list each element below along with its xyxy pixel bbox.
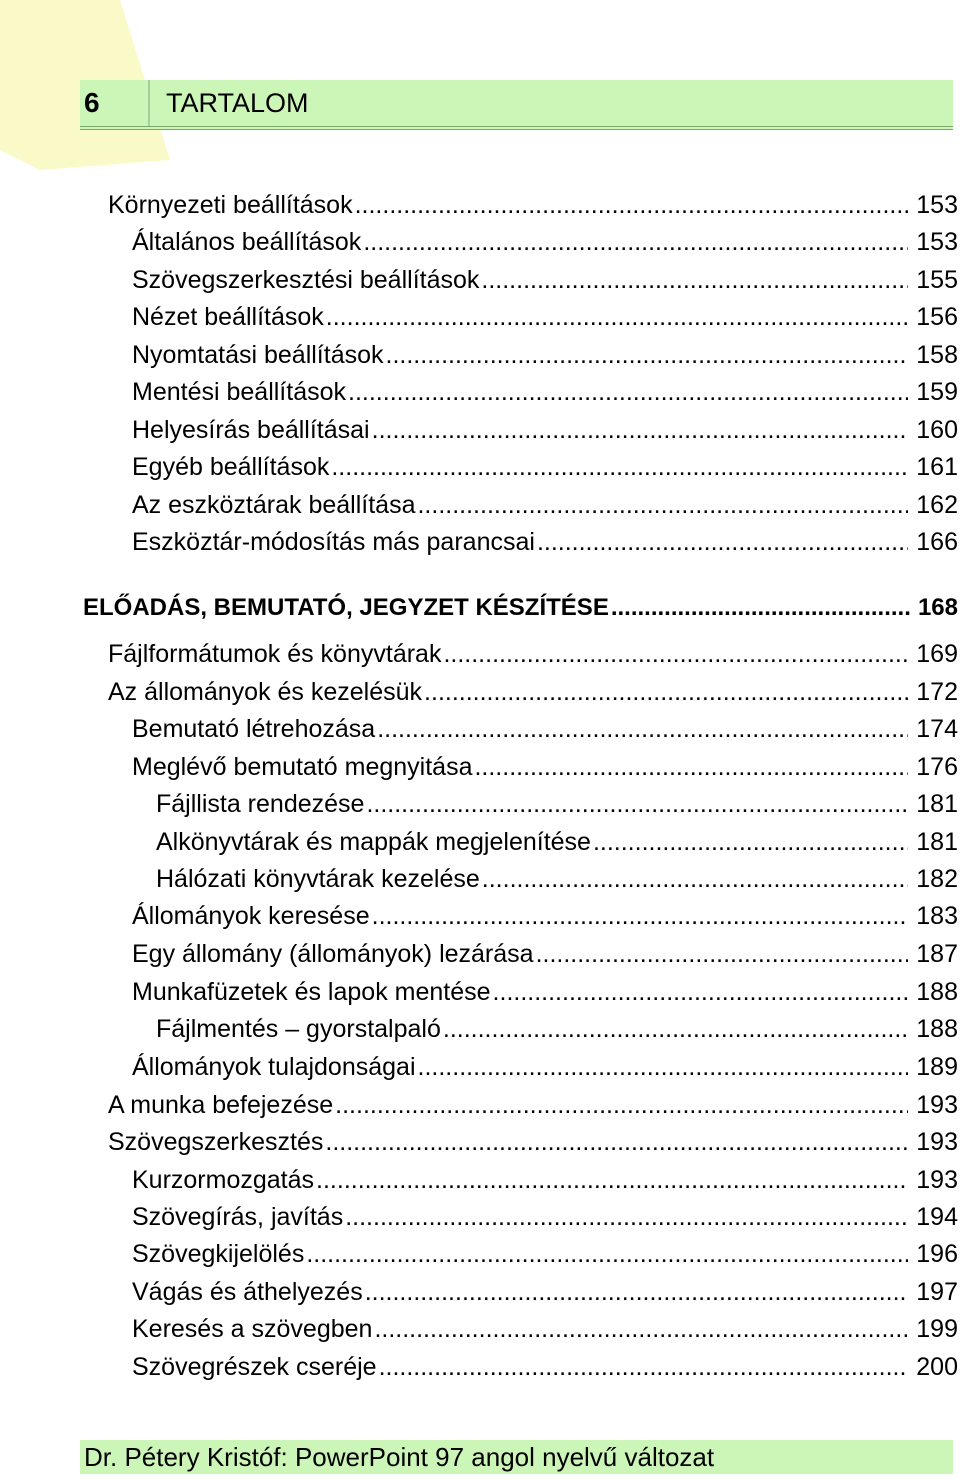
toc-entry[interactable] — [132, 302, 960, 332]
toc-entry-page: 162 — [916, 491, 958, 519]
toc-dot-leader — [481, 265, 908, 295]
toc-entry-page: 199 — [916, 1315, 958, 1343]
toc-entry[interactable] — [108, 677, 960, 707]
toc-entry-label: Hálózati könyvtárak kezelése — [156, 865, 480, 893]
toc-entry-label: A munka befejezése — [108, 1091, 334, 1119]
toc-entry-label: Vágás és áthelyezés — [132, 1278, 363, 1306]
toc-entry-label: Szövegírás, javítás — [132, 1203, 344, 1231]
page-footer — [80, 1440, 953, 1474]
toc-entry-page: 153 — [916, 228, 958, 256]
toc-entry[interactable] — [132, 452, 960, 482]
toc-entry[interactable] — [108, 1127, 960, 1157]
toc-dot-leader — [418, 1052, 909, 1082]
toc-entry[interactable] — [132, 490, 960, 520]
toc-entry[interactable] — [132, 1052, 960, 1082]
toc-entry-label: Eszköztár-módosítás más parancsai — [132, 528, 535, 556]
toc-entry-label: Meglévő bemutató megnyitása — [132, 753, 473, 781]
toc-entry[interactable] — [132, 1165, 960, 1195]
footer-text: Dr. Pétery Kristóf: PowerPoint 97 angol nyelvű változat — [84, 1441, 715, 1472]
toc-entry-page: 188 — [916, 978, 958, 1006]
toc-entry-label: Az eszköztárak beállítása — [132, 491, 416, 519]
page-number: 6 — [80, 80, 150, 126]
toc-entry-page: 158 — [916, 341, 958, 369]
toc-dot-leader — [365, 1277, 909, 1307]
toc-entry-label: ELŐADÁS, BEMUTATÓ, JEGYZET KÉSZÍTÉSE — [83, 594, 609, 621]
toc-entry-label: Helyesírás beállításai — [132, 416, 370, 444]
toc-entry-label: Szövegszerkesztési beállítások — [132, 266, 480, 294]
toc-entry-page: 181 — [916, 790, 958, 818]
toc-entry[interactable] — [132, 1314, 960, 1344]
toc-entry[interactable] — [132, 1352, 960, 1382]
toc-entry[interactable] — [132, 1277, 960, 1307]
toc-entry-label: Alkönyvtárak és mappák megjelenítése — [156, 828, 591, 856]
toc-dot-leader — [374, 1314, 908, 1344]
toc-entry-label: Fájlformátumok és könyvtárak — [108, 640, 442, 668]
toc-entry[interactable] — [132, 340, 960, 370]
toc-entry-page: 193 — [916, 1166, 958, 1194]
toc-dot-leader — [316, 1165, 908, 1195]
toc-dot-leader — [345, 1202, 908, 1232]
toc-entry-page: 161 — [916, 453, 958, 481]
toc-entry-page: 168 — [917, 594, 958, 621]
toc-entry-label: Szövegkijelölés — [132, 1240, 305, 1268]
toc-entry-page: 160 — [916, 416, 958, 444]
toc-dot-leader — [417, 490, 908, 520]
toc-dot-leader — [443, 1014, 908, 1044]
toc-entry-label: Környezeti beállítások — [108, 191, 353, 219]
toc-dot-leader — [593, 827, 908, 857]
toc-dot-leader — [536, 939, 909, 969]
toc-entry-page: 155 — [916, 266, 958, 294]
toc-entry[interactable] — [132, 939, 960, 969]
toc-chapter-heading[interactable] — [83, 593, 960, 623]
toc-entry[interactable] — [132, 1202, 960, 1232]
toc-entry-label: Szövegszerkesztés — [108, 1128, 324, 1156]
toc-entry-label: Általános beállítások — [132, 228, 362, 256]
toc-entry-label: Állományok keresése — [132, 902, 370, 930]
toc-entry[interactable] — [132, 752, 960, 782]
toc-dot-leader — [537, 527, 908, 557]
toc-entry-label: Nyomtatási beállítások — [132, 341, 384, 369]
toc-entry-page: 153 — [916, 191, 958, 219]
toc-entry[interactable] — [132, 1239, 960, 1269]
toc-entry-label: Egy állomány (állományok) lezárása — [132, 940, 534, 968]
toc-dot-leader — [325, 1127, 908, 1157]
toc-dot-leader — [372, 415, 909, 445]
toc-entry-label: Az állományok és kezelésük — [108, 678, 423, 706]
toc-entry-page: 200 — [916, 1353, 958, 1381]
toc-entry-page: 172 — [916, 678, 958, 706]
toc-dot-leader — [366, 789, 908, 819]
toc-entry-page: 169 — [916, 640, 958, 668]
toc-dot-leader — [372, 901, 909, 931]
toc-dot-leader — [335, 1090, 908, 1120]
toc-dot-leader — [386, 340, 909, 370]
toc-entry-page: 197 — [916, 1278, 958, 1306]
toc-entry[interactable] — [132, 377, 960, 407]
toc-entry-page: 176 — [916, 753, 958, 781]
toc-entry-page: 182 — [916, 865, 958, 893]
toc-dot-leader — [443, 639, 908, 669]
toc-entry-label: Fájllista rendezése — [156, 790, 365, 818]
toc-entry[interactable] — [108, 190, 960, 220]
toc-entry-label: Állományok tulajdonságai — [132, 1053, 416, 1081]
toc-entry[interactable] — [156, 1014, 960, 1044]
toc-dot-leader — [377, 714, 908, 744]
toc-dot-leader — [493, 977, 909, 1007]
toc-entry-label: Munkafüzetek és lapok mentése — [132, 978, 491, 1006]
toc-entry-page: 174 — [916, 715, 958, 743]
toc-entry[interactable] — [132, 227, 960, 257]
toc-entry-label: Kurzormozgatás — [132, 1166, 315, 1194]
toc-entry[interactable] — [132, 977, 960, 1007]
toc-entry[interactable] — [108, 639, 960, 669]
toc-entry[interactable] — [156, 827, 960, 857]
toc-entry-page: 156 — [916, 303, 958, 331]
toc-entry[interactable] — [156, 864, 960, 894]
toc-entry[interactable] — [132, 265, 960, 295]
toc-dot-leader — [363, 227, 908, 257]
toc-dot-leader — [326, 302, 909, 332]
toc-entry-page: 194 — [916, 1203, 958, 1231]
toc-entry-label: Fájlmentés – gyorstalpaló — [156, 1015, 441, 1043]
toc-dot-leader — [331, 452, 908, 482]
toc-entry-page: 181 — [916, 828, 958, 856]
toc-entry[interactable] — [156, 789, 960, 819]
toc-entry-page: 193 — [916, 1091, 958, 1119]
toc-entry[interactable] — [108, 1090, 960, 1120]
toc-entry-page: 193 — [916, 1128, 958, 1156]
toc-dot-leader — [611, 593, 910, 623]
toc-entry[interactable] — [132, 527, 960, 557]
toc-entry-label: Keresés a szövegben — [132, 1315, 373, 1343]
toc-entry[interactable] — [132, 901, 960, 931]
toc-entry-page: 189 — [916, 1053, 958, 1081]
toc-dot-leader — [474, 752, 908, 782]
toc-entry[interactable] — [132, 415, 960, 445]
toc-entry-label: Szövegrészek cseréje — [132, 1353, 377, 1381]
toc-entry-page: 183 — [916, 902, 958, 930]
toc-entry-label: Egyéb beállítások — [132, 453, 330, 481]
toc-dot-leader — [379, 1352, 909, 1382]
toc-entry[interactable] — [132, 714, 960, 744]
toc-entry-page: 166 — [916, 528, 958, 556]
toc-entry-page: 188 — [916, 1015, 958, 1043]
toc-entry-label: Nézet beállítások — [132, 303, 324, 331]
toc-dot-leader — [348, 377, 908, 407]
toc-entry-page: 187 — [916, 940, 958, 968]
toc-dot-leader — [306, 1239, 908, 1269]
toc-entry-page: 159 — [916, 378, 958, 406]
toc-entry-page: 196 — [916, 1240, 958, 1268]
toc-dot-leader — [355, 190, 909, 220]
page-header — [80, 80, 953, 130]
toc-entry-label: Mentési beállítások — [132, 378, 347, 406]
section-title: TARTALOM — [166, 87, 309, 118]
toc-dot-leader — [482, 864, 909, 894]
toc-entry-label: Bemutató létrehozása — [132, 715, 376, 743]
toc-dot-leader — [424, 677, 908, 707]
